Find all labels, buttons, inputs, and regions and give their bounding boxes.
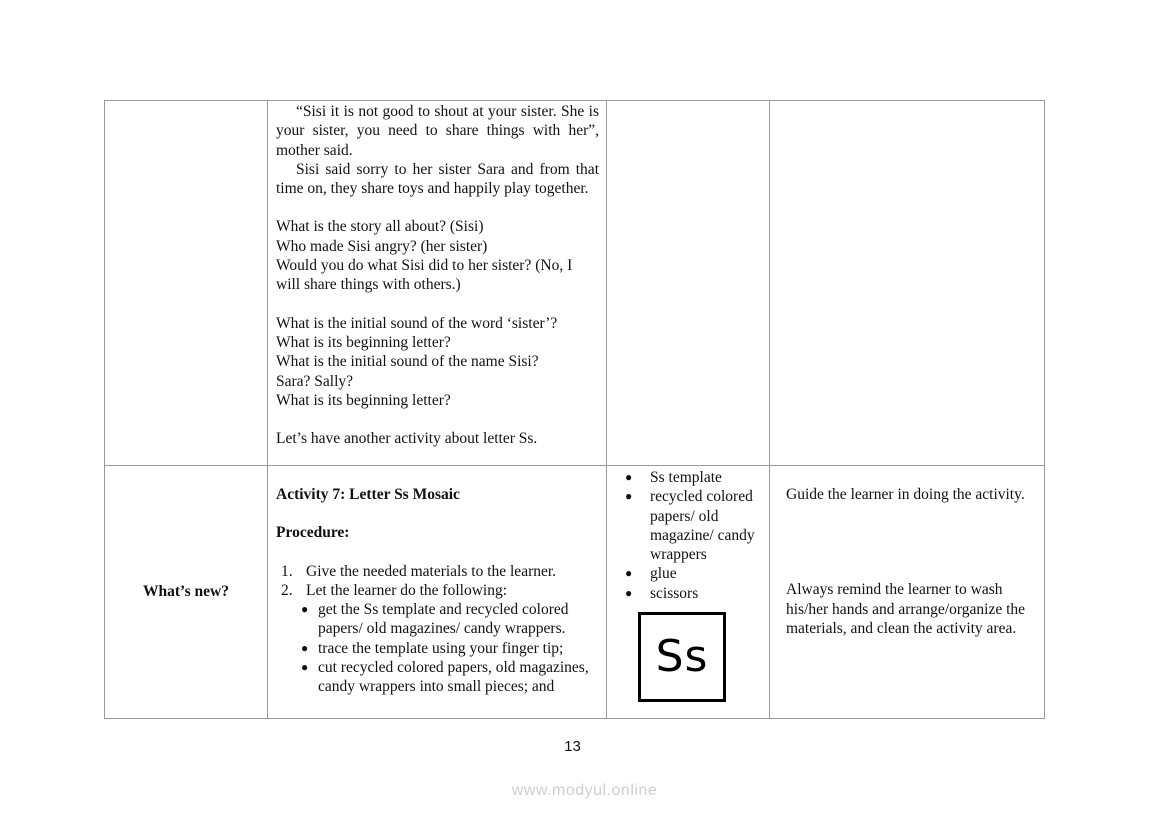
step-text: Give the needed materials to the learner. bbox=[306, 562, 557, 580]
bullet-icon: ● bbox=[301, 640, 309, 655]
procedure-label: Procedure: bbox=[276, 524, 350, 542]
guide-note: Guide the learner in doing the activity. bbox=[786, 486, 1025, 503]
question: What is the initial sound of the word ‘sister’? bbox=[276, 314, 558, 332]
activity-cell bbox=[268, 466, 607, 719]
notes-cell bbox=[770, 466, 1045, 719]
list-item: ● recycled colored papers/ old magazine/ candy wrappers bbox=[625, 488, 755, 564]
story-text bbox=[268, 101, 606, 448]
question: What is its beginning letter? bbox=[276, 391, 451, 409]
materials-cell bbox=[607, 466, 770, 719]
table-row bbox=[105, 101, 1045, 466]
step-number: 1. bbox=[281, 562, 293, 580]
bullet-icon: ● bbox=[625, 489, 633, 504]
question: Who made Sisi angry? (her sister) bbox=[276, 237, 488, 255]
lesson-table bbox=[104, 100, 1045, 719]
procedure-steps bbox=[276, 562, 599, 601]
list-item: ● trace the template using your finger tip; bbox=[301, 639, 564, 657]
bullet-icon: ● bbox=[625, 470, 633, 484]
bullet-icon: ● bbox=[625, 585, 633, 600]
story-paragraph: “Sisi it is not good to shout at your sister. She is your sister, you need to share things with her”, mother said. bbox=[276, 103, 599, 159]
step-text: Let the learner do the following: bbox=[306, 581, 508, 599]
materials-list bbox=[625, 468, 765, 603]
table-row bbox=[105, 466, 1045, 719]
page-number: 13 bbox=[564, 738, 581, 755]
question: What is the story all about? (Sisi) bbox=[276, 218, 484, 236]
closing-line: Let’s have another activity about letter Ss. bbox=[276, 430, 538, 448]
procedure-substeps bbox=[276, 600, 599, 696]
list-item: ● cut recycled colored papers, old magazines, candy wrappers into small pieces; and bbox=[301, 659, 589, 696]
step-number: 2. bbox=[281, 581, 293, 599]
list-item: ● Ss template bbox=[625, 469, 722, 486]
watermark: www.modyul.online bbox=[511, 782, 658, 799]
letter-ss-card: Ss bbox=[638, 612, 726, 702]
list-item bbox=[276, 581, 599, 600]
list-item: ● glue bbox=[625, 565, 677, 583]
activity-title: Activity 7: Letter Ss Mosaic bbox=[276, 486, 460, 503]
story-cell bbox=[268, 101, 607, 466]
question: What is its beginning letter? bbox=[276, 333, 451, 351]
bullet-icon: ● bbox=[625, 566, 633, 581]
bullet-icon: ● bbox=[301, 660, 309, 675]
section-label-cell bbox=[105, 101, 268, 466]
list-item: ● get the Ss template and recycled colored papers/ old magazines/ candy wrappers. bbox=[301, 601, 569, 638]
notes-cell bbox=[770, 101, 1045, 466]
bullet-icon: ● bbox=[301, 602, 309, 617]
question: Would you do what Sisi did to her sister? (No, I will share things with others.) bbox=[276, 257, 573, 294]
materials-cell bbox=[607, 101, 770, 466]
section-label: What’s new? bbox=[105, 466, 268, 719]
reminder-note: Always remind the learner to wash his/her hands and arrange/organize the materials, and clean the activity area. bbox=[786, 581, 1026, 637]
list-item: ● scissors bbox=[625, 584, 699, 602]
story-paragraph: Sisi said sorry to her sister Sara and from that time on, they share toys and happily play together. bbox=[276, 160, 599, 198]
question: What is the initial sound of the name Sisi? Sara? Sally? bbox=[276, 353, 539, 390]
list-item bbox=[276, 562, 599, 581]
